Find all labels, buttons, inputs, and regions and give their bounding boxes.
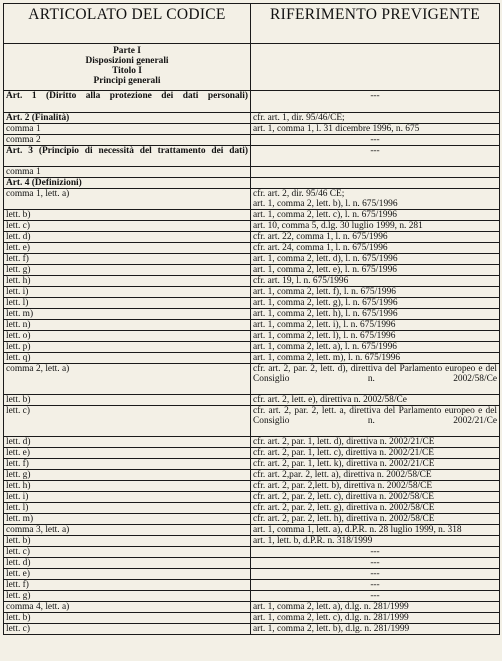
article-cell: lett. d): [4, 437, 251, 448]
article-cell: lett. b): [4, 536, 251, 547]
reference-cell: cfr. art. 2, par. 2, lett. c), direttiva n. 2002/58/CE: [251, 492, 500, 503]
table-row: [4, 624, 500, 635]
table-row: [4, 167, 500, 178]
reference-cell: art. 1, comma 2, lett. f), l. n. 675/1996: [251, 287, 500, 298]
article-cell: lett. g): [4, 591, 251, 602]
article-cell: lett. f): [4, 254, 251, 265]
table-row: [4, 287, 500, 298]
table-row: [4, 481, 500, 492]
reference-line: art. 1, comma 2, lett. b), l. n. 675/1996: [253, 199, 398, 209]
reference-cell: [251, 167, 500, 178]
table-row: [4, 492, 500, 503]
article-cell: lett. h): [4, 481, 251, 492]
reference-cell: cfr. art. 2, lett. e), direttiva n. 2002/58/Ce: [251, 395, 500, 406]
reference-cell: ---: [251, 135, 500, 146]
table-row: [4, 613, 500, 624]
reference-cell: ---: [251, 580, 500, 591]
article-cell: Art. 4 (Definizioni): [4, 178, 251, 189]
table-row: [4, 210, 500, 221]
reference-cell: cfr. art. 2, par. 2, lett. h), direttiva n. 2002/58/CE: [251, 514, 500, 525]
table-row: [4, 547, 500, 558]
reference-cell: cfr. art. 19, l. n. 675/1996: [251, 276, 500, 287]
table-row: [4, 525, 500, 536]
table-row: [4, 514, 500, 525]
intro-principles: Principi generali: [93, 76, 161, 86]
article-cell: comma 4, lett. a): [4, 602, 251, 613]
table-header-row: [4, 4, 500, 44]
reference-cell: art. 1, comma 2, lett. a), d.lg. n. 281/1999: [251, 602, 500, 613]
table-row: [4, 309, 500, 320]
table-row: [4, 189, 500, 210]
article-cell: comma 2, lett. a): [4, 364, 251, 395]
table-row: [4, 536, 500, 547]
intro-empty: [251, 44, 500, 91]
reference-cell: ---: [251, 91, 500, 113]
table-row: [4, 580, 500, 591]
article-cell: lett. i): [4, 287, 251, 298]
reference-cell: cfr. art. 2, par. 2,lett. b), direttiva n. 2002/58/CE: [251, 481, 500, 492]
table-row: [4, 265, 500, 276]
article-cell: lett. h): [4, 276, 251, 287]
intro-part: Parte I: [113, 46, 141, 56]
reference-cell: art. 10, comma 5, d.lg. 30 luglio 1999, n. 281: [251, 221, 500, 232]
table-row: [4, 276, 500, 287]
table-row: [4, 298, 500, 309]
article-cell: comma 1, lett. a): [4, 189, 251, 210]
concordance-table: [3, 3, 500, 635]
reference-cell: cfr. art. 2, par. 2, lett. d), direttiva del Parlamento europeo e del Consiglio n. 2002/58/Ce: [251, 364, 500, 395]
article-cell: lett. e): [4, 569, 251, 580]
article-cell: lett. b): [4, 613, 251, 624]
article-cell: lett. o): [4, 331, 251, 342]
table-row: [4, 331, 500, 342]
table-row: [4, 232, 500, 243]
reference-cell: cfr. art. 22, comma 1, l. n. 675/1996: [251, 232, 500, 243]
table-row: [4, 221, 500, 232]
header-left: ARTICOLATO DEL CODICE: [4, 4, 251, 44]
reference-cell: art. 1, comma 2, lett. a), l. n. 675/1996: [251, 342, 500, 353]
reference-cell: art. 1, comma 2, lett. d), l. n. 675/1996: [251, 254, 500, 265]
reference-cell: art. 1, comma 2, lett. b), d.lg. n. 281/1999: [251, 624, 500, 635]
article-cell: lett. d): [4, 558, 251, 569]
reference-cell: ---: [251, 547, 500, 558]
reference-cell: art. 1, comma 2, lett. i), l. n. 675/1996: [251, 320, 500, 331]
article-cell: lett. d): [4, 232, 251, 243]
document-page: [3, 3, 499, 659]
reference-line: cfr. art. 2, dir. 95/46 CE;: [253, 189, 345, 199]
article-cell: Art. 3 (Principio di necessità del trattamento dei dati): [4, 146, 251, 167]
article-cell: lett. e): [4, 243, 251, 254]
intro-row: [4, 44, 500, 91]
table-row: [4, 342, 500, 353]
intro-section: Disposizioni generali: [85, 56, 169, 66]
reference-cell: cfr. art. 2, par. 2, lett. a, direttiva del Parlamento europeo e del Consiglio n. 2002/21/Ce: [251, 406, 500, 437]
table-row: [4, 254, 500, 265]
reference-cell: art. 1, comma 2, lett. l), l. n. 675/1996: [251, 331, 500, 342]
article-cell: lett. n): [4, 320, 251, 331]
reference-cell: art. 1, comma 2, lett. m), l. n. 675/1996: [251, 353, 500, 364]
header-right: RIFERIMENTO PREVIGENTE: [251, 4, 500, 44]
reference-cell: cfr. art. 2, par. 1, lett. k), direttiva n. 2002/21/CE: [251, 459, 500, 470]
reference-cell: art. 1, comma 2, lett. g), l. n. 675/1996: [251, 298, 500, 309]
article-cell: lett. c): [4, 547, 251, 558]
article-cell: lett. c): [4, 406, 251, 437]
reference-cell: cfr. art. 2, par. 2, lett. g), direttiva n. 2002/58/CE: [251, 503, 500, 514]
article-cell: lett. m): [4, 514, 251, 525]
reference-cell: art. 1, comma 2, lett. h), l. n. 675/1996: [251, 309, 500, 320]
reference-cell: [251, 189, 500, 210]
reference-cell: [251, 178, 500, 189]
article-cell: lett. b): [4, 395, 251, 406]
table-row: [4, 353, 500, 364]
article-cell: lett. l): [4, 503, 251, 514]
reference-cell: cfr. art. 2,par. 2, lett. a), direttiva n. 2002/58/CE: [251, 470, 500, 481]
reference-cell: cfr. art. 1, dir. 95/46/CE;: [251, 113, 500, 124]
table-row: [4, 91, 500, 113]
article-cell: comma 1: [4, 124, 251, 135]
article-cell: lett. p): [4, 342, 251, 353]
article-cell: comma 3, lett. a): [4, 525, 251, 536]
table-row: [4, 124, 500, 135]
table-row: [4, 243, 500, 254]
article-cell: comma 1: [4, 167, 251, 178]
table-row: [4, 459, 500, 470]
article-cell: lett. g): [4, 470, 251, 481]
article-cell: lett. b): [4, 210, 251, 221]
intro-title: Titolo I: [112, 66, 142, 76]
article-cell: comma 2: [4, 135, 251, 146]
reference-cell: ---: [251, 569, 500, 580]
table-row: [4, 558, 500, 569]
table-row: [4, 569, 500, 580]
reference-cell: ---: [251, 146, 500, 167]
table-row: [4, 113, 500, 124]
table-row: [4, 503, 500, 514]
reference-cell: cfr. art. 2, par. 1, lett. d), direttiva n. 2002/21/CE: [251, 437, 500, 448]
table-row: [4, 178, 500, 189]
table-row: [4, 135, 500, 146]
table-row: [4, 470, 500, 481]
reference-cell: art. 1, comma 2, lett. c), d.lg. n. 281/1999: [251, 613, 500, 624]
table-row: [4, 437, 500, 448]
reference-cell: cfr. art. 24, comma 1, l. n. 675/1996: [251, 243, 500, 254]
article-cell: Art. 2 (Finalità): [4, 113, 251, 124]
reference-cell: art. 1, comma 2, lett. c), l. n. 675/1996: [251, 210, 500, 221]
article-cell: lett. m): [4, 309, 251, 320]
reference-cell: art. 1, comma 1, l. 31 dicembre 1996, n. 675: [251, 124, 500, 135]
reference-cell: art. 1, lett. b, d.P.R. n. 318/1999: [251, 536, 500, 547]
article-cell: Art. 1 (Diritto alla protezione dei dati personali): [4, 91, 251, 113]
table-row: [4, 320, 500, 331]
reference-cell: art. 1, comma 2, lett. e), l. n. 675/1996: [251, 265, 500, 276]
table-row: [4, 364, 500, 395]
intro-heading: [4, 44, 251, 91]
reference-cell: ---: [251, 558, 500, 569]
table-row: [4, 448, 500, 459]
article-cell: lett. q): [4, 353, 251, 364]
article-cell: lett. c): [4, 221, 251, 232]
table-row: [4, 395, 500, 406]
article-cell: lett. c): [4, 624, 251, 635]
table-row: [4, 406, 500, 437]
table-row: [4, 602, 500, 613]
table-row: [4, 591, 500, 602]
article-cell: lett. g): [4, 265, 251, 276]
article-cell: lett. f): [4, 459, 251, 470]
table-row: [4, 146, 500, 167]
article-cell: lett. e): [4, 448, 251, 459]
reference-cell: ---: [251, 591, 500, 602]
article-cell: lett. i): [4, 492, 251, 503]
reference-cell: art. 1, comma 1, lett. a), d.P.R. n. 28 luglio 1999, n. 318: [251, 525, 500, 536]
article-cell: lett. f): [4, 580, 251, 591]
article-cell: lett. l): [4, 298, 251, 309]
reference-cell: cfr. art. 2, par. 1, lett. c), direttiva n. 2002/21/CE: [251, 448, 500, 459]
